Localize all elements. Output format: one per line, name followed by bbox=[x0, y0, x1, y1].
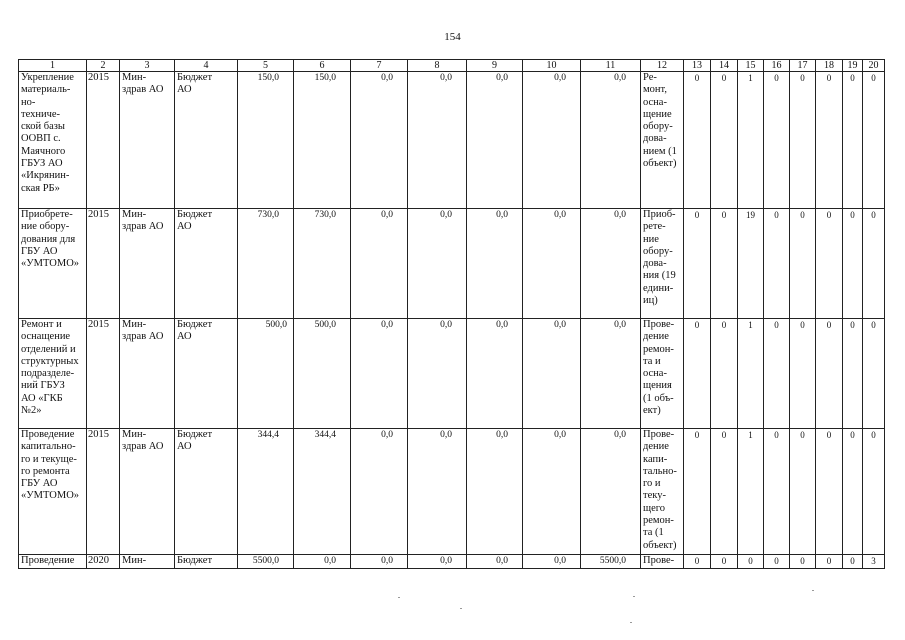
table-row bbox=[19, 209, 885, 319]
cell-line: но- bbox=[21, 96, 36, 108]
cell-line: едини- bbox=[643, 282, 674, 294]
cell-line: Мин- bbox=[122, 429, 147, 440]
cell-line: ГБУЗ АО bbox=[21, 158, 63, 170]
year-cell: 2015 bbox=[87, 209, 120, 319]
cell-line: здрав АО bbox=[122, 221, 164, 233]
indicator-cell: 1 bbox=[738, 429, 764, 555]
cell-line: дова- bbox=[643, 133, 667, 145]
amount-cell: 0,0 bbox=[408, 429, 467, 555]
cell-line: материаль- bbox=[21, 84, 71, 96]
result-cell bbox=[641, 429, 684, 555]
indicator-cell: 0 bbox=[816, 319, 843, 429]
cell-line: АО bbox=[177, 441, 192, 453]
amount-cell: 0,0 bbox=[581, 209, 641, 319]
cell-line: Укрепление bbox=[21, 72, 74, 83]
cell-line: ООВП с. bbox=[21, 133, 61, 145]
indicator-cell: 0 bbox=[764, 555, 790, 569]
indicator-cell: 0 bbox=[790, 72, 816, 209]
cell-line: здрав АО bbox=[122, 441, 164, 453]
funding-source-cell bbox=[175, 319, 238, 429]
cell-line: ние bbox=[643, 233, 659, 245]
amount-cell: 500,0 bbox=[294, 319, 351, 429]
table-row bbox=[19, 555, 885, 569]
column-header: 15 bbox=[738, 60, 764, 72]
cell-line: ской базы bbox=[21, 121, 65, 133]
funding-source-cell bbox=[175, 72, 238, 209]
column-header: 3 bbox=[120, 60, 175, 72]
year-cell: 2015 bbox=[87, 72, 120, 209]
cell-line: №2» bbox=[21, 405, 42, 417]
cell-line: «УМТОМО» bbox=[21, 490, 80, 502]
cell-line: капи- bbox=[643, 453, 668, 465]
column-header: 9 bbox=[467, 60, 523, 72]
cell-line: отделений и bbox=[21, 343, 76, 355]
cell-line: здрав АО bbox=[122, 84, 164, 96]
column-header: 2 bbox=[87, 60, 120, 72]
executor-cell bbox=[120, 319, 175, 429]
cell-line: объект) bbox=[643, 539, 677, 551]
amount-cell: 0,0 bbox=[351, 429, 408, 555]
cell-line: монт, bbox=[643, 84, 667, 96]
cell-line: осна- bbox=[643, 368, 667, 380]
result-cell bbox=[641, 555, 684, 569]
indicator-cell: 0 bbox=[684, 319, 711, 429]
indicator-cell: 0 bbox=[863, 319, 885, 429]
amount-cell: 0,0 bbox=[523, 72, 581, 209]
amount-cell: 0,0 bbox=[294, 555, 351, 569]
indicator-cell: 0 bbox=[711, 209, 738, 319]
indicator-cell: 0 bbox=[711, 429, 738, 555]
cell-line: Ре- bbox=[643, 72, 657, 83]
cell-line: дение bbox=[643, 331, 669, 343]
cell-line: (1 объ- bbox=[643, 392, 674, 404]
cell-line: ГБУ АО bbox=[21, 245, 58, 257]
amount-cell: 0,0 bbox=[351, 209, 408, 319]
column-header: 14 bbox=[711, 60, 738, 72]
cell-line: Мин- bbox=[122, 555, 147, 566]
cell-line: го ремонта bbox=[21, 465, 70, 477]
cell-line: Ремонт и bbox=[21, 319, 62, 330]
amount-cell: 344,4 bbox=[294, 429, 351, 555]
amount-cell: 5500,0 bbox=[581, 555, 641, 569]
indicator-cell: 0 bbox=[738, 555, 764, 569]
amount-cell: 0,0 bbox=[351, 555, 408, 569]
column-header: 19 bbox=[843, 60, 863, 72]
indicator-cell: 0 bbox=[790, 209, 816, 319]
cell-line: АО bbox=[177, 221, 192, 233]
amount-cell: 500,0 bbox=[238, 319, 294, 429]
column-header: 18 bbox=[816, 60, 843, 72]
cell-line: АО bbox=[177, 331, 192, 343]
column-header: 4 bbox=[175, 60, 238, 72]
table-body bbox=[19, 72, 885, 569]
amount-cell: 5500,0 bbox=[238, 555, 294, 569]
indicator-cell: 0 bbox=[843, 429, 863, 555]
measure-name-cell bbox=[19, 209, 87, 319]
cell-line: ремон- bbox=[643, 343, 674, 355]
cell-line: Мин- bbox=[122, 72, 147, 83]
indicator-cell: 0 bbox=[863, 209, 885, 319]
amount-cell: 0,0 bbox=[523, 319, 581, 429]
indicator-cell: 0 bbox=[684, 72, 711, 209]
cell-line: ская РБ» bbox=[21, 182, 60, 194]
column-header: 5 bbox=[238, 60, 294, 72]
program-table bbox=[18, 59, 885, 569]
executor-cell bbox=[120, 429, 175, 555]
amount-cell: 0,0 bbox=[467, 555, 523, 569]
cell-line: здрав АО bbox=[122, 331, 164, 343]
indicator-cell: 0 bbox=[764, 209, 790, 319]
indicator-cell: 0 bbox=[764, 429, 790, 555]
column-header: 17 bbox=[790, 60, 816, 72]
cell-line: Проведение bbox=[21, 555, 75, 566]
funding-source-cell bbox=[175, 555, 238, 569]
measure-name-cell bbox=[19, 555, 87, 569]
amount-cell: 0,0 bbox=[523, 209, 581, 319]
column-header: 16 bbox=[764, 60, 790, 72]
result-cell bbox=[641, 209, 684, 319]
cell-line: иц) bbox=[643, 295, 658, 307]
indicator-cell: 0 bbox=[684, 209, 711, 319]
cell-line: ект) bbox=[643, 405, 661, 417]
cell-line: капитально- bbox=[21, 441, 76, 453]
indicator-cell: 0 bbox=[764, 72, 790, 209]
indicator-cell: 0 bbox=[790, 319, 816, 429]
cell-line: обору- bbox=[643, 245, 673, 257]
result-cell bbox=[641, 319, 684, 429]
cell-line: го и текуще- bbox=[21, 453, 77, 465]
cell-line: «УМТОМО» bbox=[21, 258, 80, 270]
indicator-cell: 0 bbox=[711, 555, 738, 569]
indicator-cell: 0 bbox=[863, 429, 885, 555]
indicator-cell: 19 bbox=[738, 209, 764, 319]
column-header: 8 bbox=[408, 60, 467, 72]
cell-line: АО «ГКБ bbox=[21, 392, 63, 404]
cell-line: Прове- bbox=[643, 319, 675, 330]
column-header: 1 bbox=[19, 60, 87, 72]
measure-name-cell bbox=[19, 72, 87, 209]
year-cell: 2020 bbox=[87, 555, 120, 569]
amount-cell: 0,0 bbox=[581, 429, 641, 555]
cell-line: Проведение bbox=[21, 429, 75, 440]
cell-line: та (1 bbox=[643, 527, 664, 539]
indicator-cell: 0 bbox=[863, 72, 885, 209]
cell-line: дение bbox=[643, 441, 669, 453]
executor-cell bbox=[120, 555, 175, 569]
result-cell bbox=[641, 72, 684, 209]
amount-cell: 0,0 bbox=[467, 319, 523, 429]
amount-cell: 0,0 bbox=[351, 319, 408, 429]
cell-line: дова- bbox=[643, 258, 667, 270]
column-header: 13 bbox=[684, 60, 711, 72]
cell-line: Мин- bbox=[122, 319, 147, 330]
indicator-cell: 0 bbox=[790, 555, 816, 569]
amount-cell: 730,0 bbox=[238, 209, 294, 319]
cell-line: Прове- bbox=[643, 429, 675, 440]
amount-cell: 0,0 bbox=[351, 72, 408, 209]
cell-line: Приобрете- bbox=[21, 209, 73, 220]
column-header: 7 bbox=[351, 60, 408, 72]
executor-cell bbox=[120, 72, 175, 209]
cell-line: нием (1 bbox=[643, 145, 677, 157]
cell-line: обору- bbox=[643, 121, 673, 133]
cell-line: «Икрянин- bbox=[21, 170, 70, 182]
cell-line: ний ГБУЗ bbox=[21, 380, 65, 392]
indicator-cell: 0 bbox=[843, 319, 863, 429]
cell-line: АО bbox=[177, 84, 192, 96]
amount-cell: 150,0 bbox=[294, 72, 351, 209]
year-cell: 2015 bbox=[87, 319, 120, 429]
cell-line: Прове- bbox=[643, 555, 675, 566]
cell-line: Маячного bbox=[21, 145, 66, 157]
indicator-cell: 0 bbox=[711, 72, 738, 209]
measure-name-cell bbox=[19, 319, 87, 429]
indicator-cell: 0 bbox=[816, 209, 843, 319]
indicator-cell: 0 bbox=[816, 555, 843, 569]
cell-line: Приоб- bbox=[643, 209, 676, 220]
indicator-cell: 0 bbox=[843, 555, 863, 569]
cell-line: осна- bbox=[643, 96, 667, 108]
cell-line: Бюджет bbox=[177, 429, 213, 440]
indicator-cell: 1 bbox=[738, 72, 764, 209]
column-header: 12 bbox=[641, 60, 684, 72]
amount-cell: 0,0 bbox=[467, 209, 523, 319]
amount-cell: 0,0 bbox=[408, 555, 467, 569]
cell-line: ния (19 bbox=[643, 270, 676, 282]
amount-cell: 0,0 bbox=[581, 72, 641, 209]
cell-line: оснащение bbox=[21, 331, 71, 343]
indicator-cell: 0 bbox=[843, 72, 863, 209]
funding-source-cell bbox=[175, 429, 238, 555]
cell-line: объект) bbox=[643, 158, 677, 170]
amount-cell: 0,0 bbox=[523, 429, 581, 555]
cell-line: щего bbox=[643, 502, 666, 514]
amount-cell: 0,0 bbox=[467, 429, 523, 555]
page-number: 154 bbox=[444, 31, 461, 43]
executor-cell bbox=[120, 209, 175, 319]
amount-cell: 0,0 bbox=[408, 72, 467, 209]
amount-cell: 0,0 bbox=[467, 72, 523, 209]
cell-line: Бюджет bbox=[177, 555, 213, 566]
indicator-cell: 0 bbox=[764, 319, 790, 429]
cell-line: щение bbox=[643, 108, 672, 120]
cell-line: та и bbox=[643, 355, 661, 367]
column-header: 20 bbox=[863, 60, 885, 72]
cell-line: ние обору- bbox=[21, 221, 70, 233]
amount-cell: 0,0 bbox=[581, 319, 641, 429]
cell-line: го и bbox=[643, 478, 661, 490]
cell-line: дования для bbox=[21, 233, 76, 245]
measure-name-cell bbox=[19, 429, 87, 555]
year-cell: 2015 bbox=[87, 429, 120, 555]
table-row bbox=[19, 429, 885, 555]
cell-line: Бюджет bbox=[177, 72, 213, 83]
cell-line: Бюджет bbox=[177, 319, 213, 330]
indicator-cell: 1 bbox=[738, 319, 764, 429]
funding-source-cell bbox=[175, 209, 238, 319]
cell-line: ГБУ АО bbox=[21, 478, 58, 490]
indicator-cell: 0 bbox=[816, 429, 843, 555]
cell-line: ремон- bbox=[643, 515, 674, 527]
amount-cell: 344,4 bbox=[238, 429, 294, 555]
cell-line: щения bbox=[643, 380, 672, 392]
cell-line: теку- bbox=[643, 490, 666, 502]
cell-line: рете- bbox=[643, 221, 666, 233]
amount-cell: 150,0 bbox=[238, 72, 294, 209]
amount-cell: 0,0 bbox=[408, 319, 467, 429]
cell-line: тально- bbox=[643, 465, 677, 477]
table-row bbox=[19, 72, 885, 209]
indicator-cell: 0 bbox=[843, 209, 863, 319]
indicator-cell: 3 bbox=[863, 555, 885, 569]
amount-cell: 730,0 bbox=[294, 209, 351, 319]
cell-line: Мин- bbox=[122, 209, 147, 220]
table-row bbox=[19, 319, 885, 429]
column-header: 10 bbox=[523, 60, 581, 72]
indicator-cell: 0 bbox=[816, 72, 843, 209]
indicator-cell: 0 bbox=[684, 429, 711, 555]
indicator-cell: 0 bbox=[790, 429, 816, 555]
cell-line: техниче- bbox=[21, 108, 61, 120]
cell-line: подразделе- bbox=[21, 368, 75, 380]
cell-line: структурных bbox=[21, 355, 79, 367]
column-header: 11 bbox=[581, 60, 641, 72]
cell-line: Бюджет bbox=[177, 209, 213, 220]
amount-cell: 0,0 bbox=[408, 209, 467, 319]
indicator-cell: 0 bbox=[711, 319, 738, 429]
column-number-row bbox=[19, 60, 885, 72]
amount-cell: 0,0 bbox=[523, 555, 581, 569]
indicator-cell: 0 bbox=[684, 555, 711, 569]
column-header: 6 bbox=[294, 60, 351, 72]
